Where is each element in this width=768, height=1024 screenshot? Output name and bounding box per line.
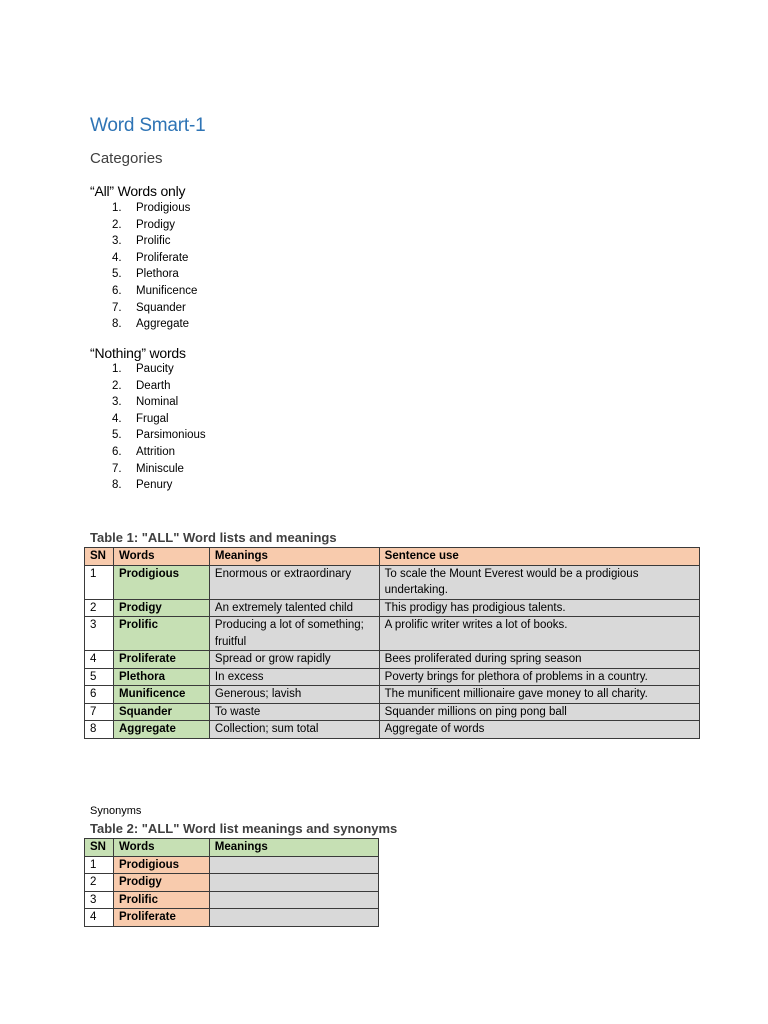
list-item-text: Paucity [136,363,174,375]
nothing-words-list-item [112,394,206,411]
meaning-cell [209,856,378,874]
sn-cell: 3 [85,617,114,651]
meaning-cell: Enormous or extraordinary [209,565,379,599]
word-cell: Munificence [113,686,209,704]
sn-cell: 8 [85,721,114,739]
all-words-list-item [112,217,197,234]
word-cell: Prodigy [113,599,209,617]
column-header: SN [85,839,114,857]
all-words-list-item [112,250,197,267]
all-words-list-item [112,200,197,217]
table1-caption: Table 1: "ALL" Word lists and meanings [90,530,337,545]
list-number: 3. [112,396,122,409]
table2 [84,838,379,927]
list-number: 5. [112,429,122,442]
list-item-text: Frugal [136,412,169,425]
table-row [85,703,700,721]
sentence-cell: The munificent millionaire gave money to all charity. [379,686,699,704]
nothing-words-list-item [112,361,206,378]
table-row [85,565,700,599]
all-words-list-item [112,233,197,250]
table2-caption: Table 2: "ALL" Word list meanings and synonyms [90,821,398,836]
nothing-words-list-item [112,378,206,395]
table-header-row [85,548,700,566]
word-cell: Prolific [113,891,209,909]
sentence-cell: Squander millions on ping pong ball [379,703,699,721]
table-row [85,721,700,739]
list-item-text: Penury [136,479,173,492]
list-item-text: Attrition [136,445,175,458]
table-row [85,891,379,909]
sentence-cell: Aggregate of words [379,721,699,739]
sentence-cell: Bees proliferated during spring season [379,651,699,669]
table-row [85,856,379,874]
list-number: 4. [112,412,122,425]
sentence-cell: Poverty brings for plethora of problems in a country. [379,668,699,686]
meaning-cell [209,909,378,927]
column-header: Words [113,839,209,857]
list-item-text: Parsimonious [136,429,206,442]
nothing-words-list-item [112,444,206,461]
list-item-text: Nominal [136,396,179,409]
list-item-text: Plethora [136,268,179,281]
sn-cell: 4 [85,909,114,927]
synonyms-label: Synonyms [90,805,142,817]
word-cell: Prolific [113,617,209,651]
meaning-cell: Producing a lot of something; fruitful [209,617,379,651]
nothing-words-list [112,361,206,494]
sn-cell: 2 [85,874,114,892]
list-number: 6. [112,445,122,458]
meaning-cell: Generous; lavish [209,686,379,704]
sn-cell: 4 [85,651,114,669]
meaning-cell: In excess [209,668,379,686]
sn-cell: 3 [85,891,114,909]
list-item-text: Squander [136,301,186,314]
meaning-cell: An extremely talented child [209,599,379,617]
all-words-list-item [112,300,197,317]
nothing-words-list-item [112,411,206,428]
list-number: 7. [112,301,122,314]
all-words-list-item [112,316,197,333]
column-header: SN [85,548,114,566]
table-header-row [85,839,379,857]
nothing-words-list-item [112,427,206,444]
table-row [85,651,700,669]
meaning-cell [209,891,378,909]
list-number: 8. [112,479,122,492]
list-number: 4. [112,251,122,264]
word-cell: Prodigious [113,565,209,599]
list-item-text: Aggregate [136,318,190,331]
all-words-list-item [112,266,197,283]
word-cell: Aggregate [113,721,209,739]
sentence-cell: To scale the Mount Everest would be a prodigious undertaking. [379,565,699,599]
word-cell: Prodigy [113,874,209,892]
list-number: 1. [112,363,122,375]
sentence-cell: This prodigy has prodigious talents. [379,599,699,617]
word-cell: Prodigious [113,856,209,874]
list-number: 7. [112,462,122,475]
sn-cell: 7 [85,703,114,721]
list-number: 1. [112,202,122,214]
table1 [84,547,700,739]
meaning-cell [209,874,378,892]
table-row [85,599,700,617]
column-header: Meanings [209,839,378,857]
column-header: Words [113,548,209,566]
word-cell: Proliferate [113,651,209,669]
list-item-text: Prolific [136,235,171,248]
nothing-words-list-item [112,477,206,494]
word-cell: Proliferate [113,909,209,927]
all-words-heading: “All” Words only [90,183,186,199]
list-number: 5. [112,268,122,281]
all-words-list [112,200,197,333]
nothing-words-list-item [112,461,206,478]
column-header: Meanings [209,548,379,566]
sn-cell: 5 [85,668,114,686]
list-item-text: Munificence [136,284,198,297]
list-item-text: Miniscule [136,462,184,475]
sn-cell: 1 [85,565,114,599]
document-title: Word Smart-1 [90,115,206,136]
sn-cell: 6 [85,686,114,704]
list-item-text: Dearth [136,379,171,392]
meaning-cell: Collection; sum total [209,721,379,739]
categories-heading: Categories [90,150,163,167]
sn-cell: 2 [85,599,114,617]
list-item-text: Prodigy [136,218,175,231]
all-words-list-item [112,283,197,300]
nothing-words-heading: “Nothing” words [90,345,186,361]
table-row [85,686,700,704]
column-header: Sentence use [379,548,699,566]
meaning-cell: To waste [209,703,379,721]
table-row [85,874,379,892]
table-row [85,617,700,651]
list-number: 6. [112,284,122,297]
list-item-text: Prodigious [136,202,191,214]
sn-cell: 1 [85,856,114,874]
list-number: 3. [112,235,122,248]
word-cell: Squander [113,703,209,721]
meaning-cell: Spread or grow rapidly [209,651,379,669]
list-number: 8. [112,318,122,331]
sentence-cell: A prolific writer writes a lot of books. [379,617,699,651]
list-number: 2. [112,379,122,392]
list-item-text: Proliferate [136,251,189,264]
table-row [85,668,700,686]
list-number: 2. [112,218,122,231]
word-cell: Plethora [113,668,209,686]
table-row [85,909,379,927]
